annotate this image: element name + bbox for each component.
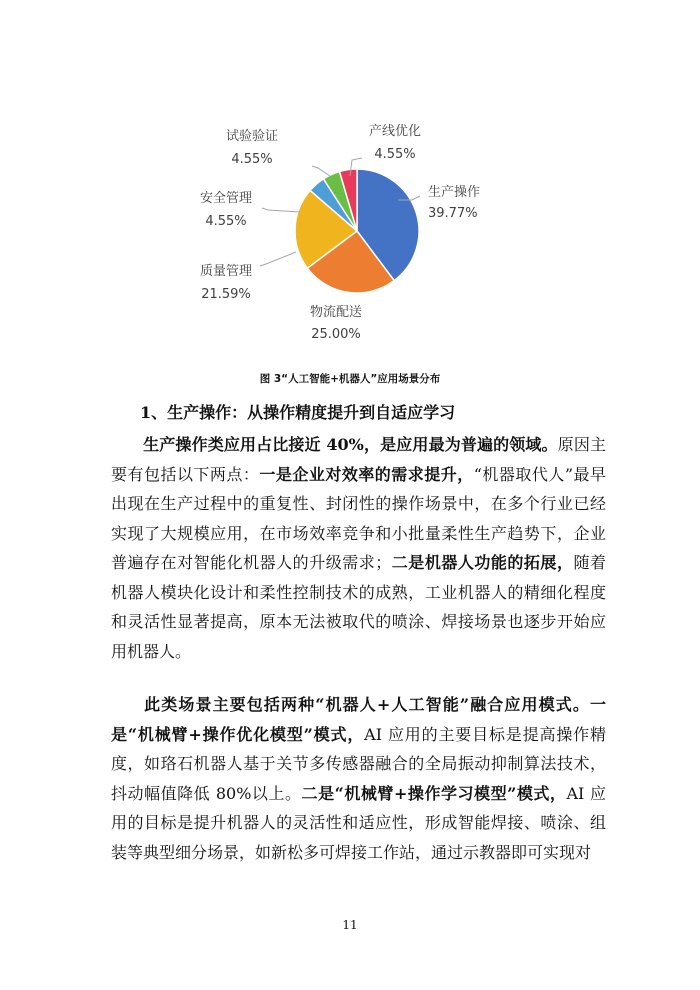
page-number: 11 (342, 918, 358, 932)
paragraph-2 (111, 690, 606, 867)
slice-label-name: 安全管理 (199, 191, 253, 206)
slice-label-name: 质量管理 (199, 264, 253, 279)
slice-label-name: 生产操作 (428, 185, 481, 200)
slice-label-value: 25.00% (311, 327, 361, 342)
para1-run: 二是机器人功能的拓展， (391, 553, 574, 572)
leader-line (260, 252, 296, 266)
slice-label-value: 21.59% (201, 287, 251, 302)
slice-label-value: 4.55% (231, 152, 273, 167)
slice-label-name: 试验验证 (225, 129, 279, 144)
para2-run: AI 应用的目标是提升机器人的灵活性和适应性，形成智能焊接、喷涂、组装等典型细分场景，如新松多可焊接工作站，通过示教器即可实现对 (111, 783, 606, 862)
figure-caption: 图 3“人工智能+机器人”应用场景分布 (259, 373, 441, 385)
para1-run: “机器取代人”最早出现在生产过程中的重复性、封闭性的操作场景中，在多个行业已经实现了大规模应用，在市场效率竞争和小批量柔性生产趋势下，企业普遍存在对智能化机器人的升级需求； (111, 464, 606, 572)
slice-label-value: 4.55% (205, 214, 247, 229)
leader-line (262, 208, 300, 212)
slice-label-name: 产线优化 (368, 124, 422, 139)
para2-run: AI 应用的主要目标是提高操作精度，如珞石机器人基于关节多传感器融合的全局振动抑制算法技术，抖动幅值降低 80%以上。 (111, 724, 606, 803)
para2-run: 此类场景主要包括两种“机器人+人工智能”融合应用模式。一是“机械臂+操作优化模型”模式， (111, 695, 606, 744)
para1-run: 原因主要有包括以下两点： (111, 435, 606, 484)
slice-label-value: 39.77% (428, 206, 478, 221)
slice-label-name: 物流配送 (309, 305, 363, 320)
para1-run: 随着机器人模块化设计和柔性控制技术的成熟，工业机器人的精细化程度和灵活性显著提高，原本无法被取代的喷涂、焊接场景也逐步开始应用机器人。 (111, 553, 606, 661)
para1-run: 生产操作类应用占比接近 40%，是应用最为普遍的领域。 (143, 435, 558, 454)
leader-line (312, 166, 330, 176)
paragraph-1 (111, 430, 606, 666)
section-heading: 1、生产操作：从操作精度提升到自适应学习 (140, 403, 456, 422)
pie-chart (0, 0, 700, 360)
para1-run: 一是企业对效率的需求提升， (259, 464, 474, 484)
para2-run: 二是“机械臂+操作学习模型”模式， (301, 783, 567, 803)
slice-label-value: 4.55% (374, 147, 416, 162)
